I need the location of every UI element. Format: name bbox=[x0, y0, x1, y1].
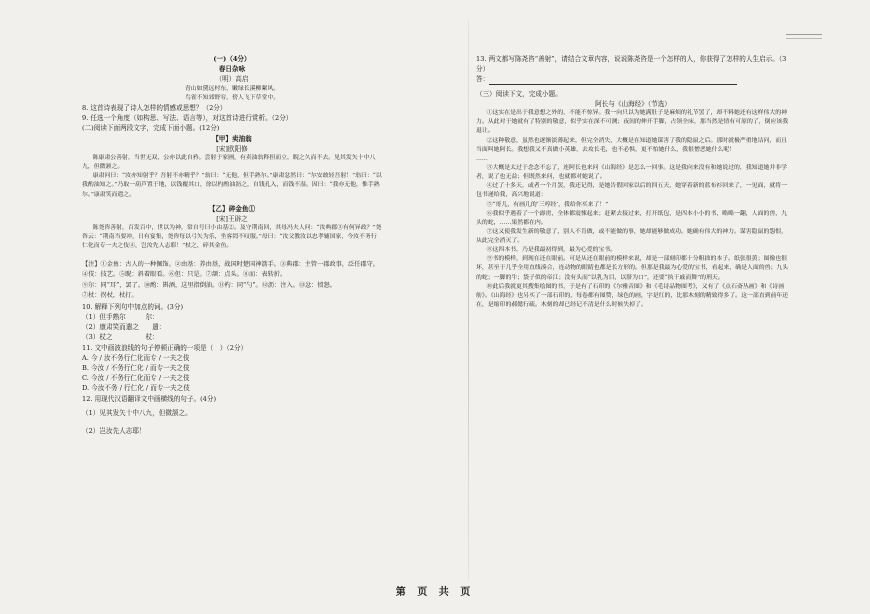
passage-jia-paragraph-2: 康肃问曰：“汝亦知射乎？吾射不亦精乎？”翁曰：“无他，但手熟尔。”康肃忿然曰：“尔安敢轻吾射！”翁曰：“以我酌油知之。”乃取一葫芦置于地，以钱覆其口，徐以杓酌油沥之，自钱孔入，而钱不湿。因曰：“我亦无他，惟手熟尔。”康肃笑而遣之。 bbox=[82, 173, 382, 198]
question-10: 10. 解释下列句中加点的词。(3分) bbox=[82, 302, 184, 311]
question-11-option-a: A. 今 / 汝不务行仁化而专 / 一夫之伎 bbox=[82, 353, 190, 362]
article-paragraph-9: ⑨书的模样，到现在还在眼前。可是从还在眼前的模样来说，却是一部刻印都十分粗拙的本子。纸张很黄；图像也很坏，甚至于几乎全用直线凑合，连动物的眼睛也都是长方形的。但那是我最为心爱的宝书，看起来，确是人面的兽；九头的蛇；一脚的牛；袋子似的帝江；没有头而“以乳为目，以脐为口”，还要“执干戚而舞”的刑天。 bbox=[476, 256, 789, 281]
passage-yi-author: [宋]王辟之 bbox=[216, 214, 248, 223]
right-column bbox=[476, 54, 790, 310]
passage-yi-title: 【乙】碎金鱼① bbox=[208, 204, 256, 213]
corner-mark bbox=[786, 34, 822, 39]
question-10-item-3: （3）杖之 杖： bbox=[82, 333, 159, 342]
annotation-note-2: ⑨尔：同“耳”，罢了。⑩酌：斟酒，这里指倒油。⑪杓：同“勺”。⑫沥：注入。⑬忿：愤怒。 bbox=[82, 281, 336, 289]
article-paragraph-7: ⑦这又使我发生新的敬意了，别人不肯做，或不能做的事，她却能够做成功。她确有伟大的神力。谋害隐鼠的怨恨，从此完全消灭了。 bbox=[476, 228, 788, 245]
question-10-item-2: （2）康肃笑而遣之 遣： bbox=[82, 323, 166, 332]
article-paragraph-4: ④过了十多天，或者一个月罢，我还记得，是她告假回家以后的四五天，她穿着新的蓝布衫回来了，一见面，就将一包书递给我，高兴地说道： bbox=[476, 183, 788, 199]
question-11-option-b: B. 今汝 / 不务行仁化 / 而专一夫之伎 bbox=[82, 364, 190, 373]
question-10-item-1: （1）但手熟尔 尔： bbox=[82, 312, 159, 321]
section-three-title: （三）阅读下文，完成小题。 bbox=[476, 89, 562, 98]
page-footer: 第 页 共 页 bbox=[395, 587, 475, 598]
section-one-title: (一)（4分） bbox=[213, 55, 251, 63]
annotation-note-1: 【注】①金鱼：古人的一种佩饰。②由基：养由基，战国时楚国神箭手。③典郡：主管一郡政事，泛任郡守。④伎：技艺。⑤睨：斜着眼看。⑥但：只是。⑦颔：点头。⑧而：表转折。 bbox=[82, 260, 379, 279]
passage-jia-title: 【甲】卖油翁 bbox=[212, 134, 252, 143]
article-paragraph-3: ③大概是太过于念念不忘了，连阿长也来问《山海经》是怎么一回事。这是我向来没有和她说过的，我知道她并非学者，说了也无益；但既然来问，也就都对她说了。 bbox=[476, 164, 788, 181]
left-column bbox=[82, 54, 382, 436]
article-paragraph-10: ⑩此后我就更其搜集绘图的书，于是有了石印的《尔雅音图》和《毛诗品物图考》，又有了《点石斋丛画》和《诗画舫》。《山海经》也另买了一部石印的，每卷都有图赞，绿色的画，字是红的，比那木刻的精致得多了。这一部直到前年还在，是缩印的郝懿行疏。木刻的却已经记不清是什么时候失掉了。 bbox=[476, 283, 789, 309]
question-11-option-d: D. 今汝不务 / 行仁化 / 而专一夫之伎 bbox=[82, 384, 190, 393]
article-title: 阿长与《山海经》（节选） bbox=[595, 99, 671, 108]
question-12: 12. 用现代汉语翻译文中画横线的句子。(4分) bbox=[82, 394, 217, 403]
question-12-item-2: （2）岂汝先人志耶！ bbox=[82, 427, 146, 436]
article-paragraph-2: ②这种敬意，虽然也逐渐淡薄起来，但完全消失，大概是在知道她谋害了我的隐鼠之后。那时就极严重地诘问，而且当面叫她阿长。我想我又不真做小英雄，去攻长毛，也不必惧，更不怕她什么，我很憎恶她什么呢！ bbox=[476, 137, 788, 153]
poem-author: （明）高启 bbox=[215, 75, 249, 84]
question-11-option-c: C. 今汝 / 不务行仁化而专 / 一夫之伎 bbox=[82, 374, 190, 383]
answer-label: 答： bbox=[476, 75, 490, 84]
question-13: 13. 两文都写陈尧咨“善射”，请结合文章内容，说说陈尧咨是一个怎样的人，你获得了怎样的人生启示。（3分） bbox=[476, 55, 787, 74]
article-paragraph-6: ⑥我似乎遇着了一个霹雳，全体都震悚起来；赶紧去接过来，打开纸包，是四本小小的书，略略一翻，人面的兽，九头的蛇，……果然都在内。 bbox=[476, 210, 788, 226]
question-8: 8. 这首诗表现了诗人怎样的情感或思想？（2分） bbox=[82, 103, 227, 112]
annotation-note-3: ⑦杖：拐杖，杖打。 bbox=[82, 292, 138, 300]
passage-yi-paragraph-1: 陈尧咨善射，百发百中，世以为神，常自号曰小由基②。及守荆南回，其母冯夫人问：“汝典郡③有何异政？”尧咨云：“荆南当要冲，日有宴集，尧咨每以弓矢为乐，坐客罔不叹服。”母曰：“汝父教汝以忠孝辅国家，今汝不务行仁化而专一夫之伎④，岂汝先人志耶！”杖之，碎其金鱼。 bbox=[82, 225, 382, 250]
question-9: 9. 任选一个角度（如构思、写法、语言等），对这首诗进行赏析。（2分） bbox=[82, 114, 293, 123]
question-12-item-1: （1）见其发矢十中八九，但微颔之。 bbox=[82, 408, 192, 417]
poem-line-1: 青山如黛远村东，嫩绿长溪柳絮风。 bbox=[184, 85, 280, 92]
section-two-title: (二)阅读下面两段文字，完成下面小题。(12分) bbox=[82, 124, 220, 133]
passage-jia-paragraph-1: 陈康肃公善射，当世无双，公亦以此自矜。尝射于家圃，有卖油翁释担而立，睨之久而不去。见其发矢十中八九，但微颔之。 bbox=[82, 155, 376, 171]
article-paragraph-5: ⑤“哥儿，有画儿的‘三哼经’，我给你买来了！” bbox=[486, 201, 609, 208]
article-paragraph-8: ⑧这四本书，乃是我最初得到，最为心爱的宝书。 bbox=[486, 247, 617, 254]
answer-blank-line[interactable] bbox=[489, 78, 737, 85]
question-11: 11. 文中画波浪线的句子停顿正确的一项是（ ）（2分） bbox=[82, 343, 248, 352]
ellipsis: …… bbox=[476, 155, 488, 162]
page-fold-line bbox=[468, 20, 469, 580]
poem-title: 春日杂咏 bbox=[218, 65, 246, 74]
passage-jia-author: [宋]欧阳修 bbox=[216, 144, 248, 153]
poem-line-2: 鸟雀不知郊野穷，傍人飞下草堂中。 bbox=[184, 94, 280, 101]
article-paragraph-1: ①这实在是出于我意想之外的，不能不惊异。我一向只以为她满肚子是麻烦的礼节罢了，却不料她还有这样伟大的神力。从此对于她就有了特别的敬意，似乎实在深不可测；夜间的伸开手脚，占领全床，那当然是情有可原的了，倒应该我退让。 bbox=[476, 110, 789, 135]
